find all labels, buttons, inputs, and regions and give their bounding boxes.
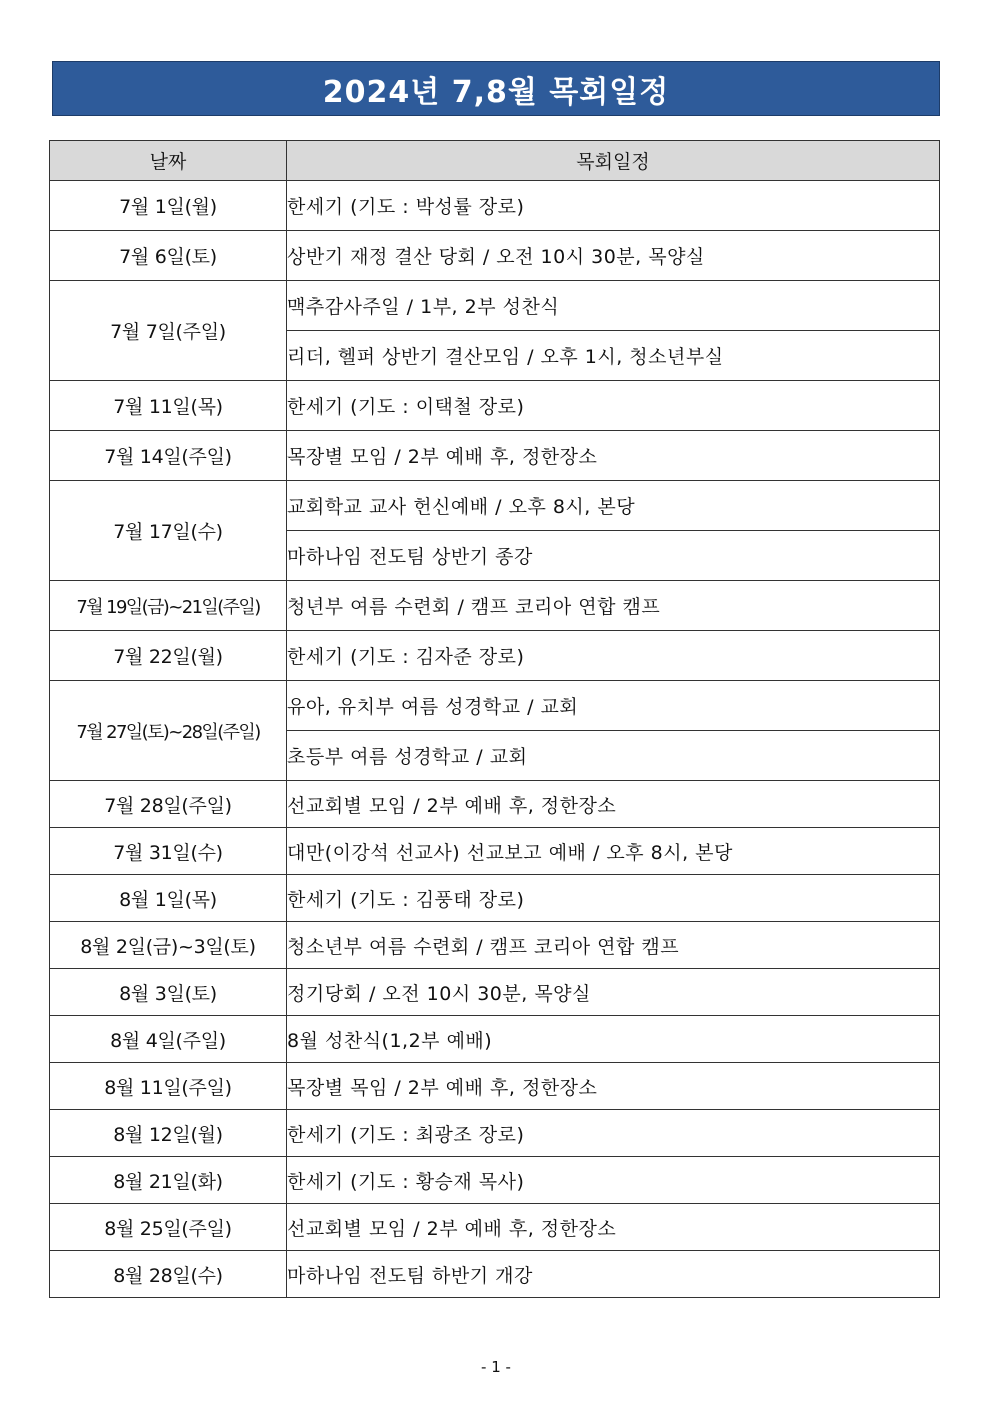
event-cell: 상반기 재정 결산 당회 / 오전 10시 30분, 목양실 [287, 231, 940, 281]
event-cell: 한세기 (기도 : 황승재 목사) [287, 1157, 940, 1204]
date-cell: 7월 27일(토)~28일(주일) [50, 681, 287, 781]
date-cell: 7월 6일(토) [50, 231, 287, 281]
date-cell: 8월 11일(주일) [50, 1063, 287, 1110]
table-row [50, 875, 940, 922]
date-column-header: 날짜 [50, 141, 287, 181]
event-cell: 목장별 목임 / 2부 예배 후, 정한장소 [287, 1063, 940, 1110]
table-row [50, 181, 940, 231]
title-banner [52, 61, 940, 116]
table-row [50, 431, 940, 481]
date-cell: 7월 14일(주일) [50, 431, 287, 481]
date-cell: 8월 3일(토) [50, 969, 287, 1016]
date-cell: 8월 12일(월) [50, 1110, 287, 1157]
event-cell: 마하나임 전도팀 하반기 개강 [287, 1251, 940, 1298]
date-cell: 7월 28일(주일) [50, 781, 287, 828]
table-header-row [50, 141, 940, 181]
schedule-table [49, 140, 940, 1298]
date-cell: 7월 19일(금)~21일(주일) [50, 581, 287, 631]
table-row [50, 969, 940, 1016]
table-row [50, 1110, 940, 1157]
table-row [50, 631, 940, 681]
date-cell: 7월 1일(월) [50, 181, 287, 231]
table-row [50, 581, 940, 631]
event-cell: 한세기 (기도 : 김풍태 장로) [287, 875, 940, 922]
date-cell: 8월 21일(화) [50, 1157, 287, 1204]
table-row [50, 1157, 940, 1204]
event-cell: 정기당회 / 오전 10시 30분, 목양실 [287, 969, 940, 1016]
date-cell: 8월 1일(목) [50, 875, 287, 922]
event-cell: 한세기 (기도 : 박성률 장로) [287, 181, 940, 231]
date-cell: 7월 11일(목) [50, 381, 287, 431]
event-cell: 한세기 (기도 : 최광조 장로) [287, 1110, 940, 1157]
date-cell: 8월 28일(수) [50, 1251, 287, 1298]
date-cell: 8월 4일(주일) [50, 1016, 287, 1063]
page-number: - 1 - [481, 1358, 511, 1376]
event-cell: 목장별 모임 / 2부 예배 후, 정한장소 [287, 431, 940, 481]
event-cell: 교회학교 교사 헌신예배 / 오후 8시, 본당 [287, 481, 940, 531]
event-column-header: 목회일정 [287, 141, 940, 181]
page-title: 2024년 7,8월 목회일정 [322, 74, 670, 110]
table-row [50, 1251, 940, 1298]
table-row [50, 1063, 940, 1110]
event-cell: 리더, 헬퍼 상반기 결산모임 / 오후 1시, 청소년부실 [287, 331, 940, 381]
event-cell: 선교회별 모임 / 2부 예배 후, 정한장소 [287, 1204, 940, 1251]
event-cell: 대만(이강석 선교사) 선교보고 예배 / 오후 8시, 본당 [287, 828, 940, 875]
event-cell: 유아, 유치부 여름 성경학교 / 교회 [287, 681, 940, 731]
event-cell: 마하나임 전도팀 상반기 종강 [287, 531, 940, 581]
date-cell: 7월 31일(수) [50, 828, 287, 875]
event-cell: 8월 성찬식(1,2부 예배) [287, 1016, 940, 1063]
table-row [50, 481, 940, 531]
event-cell: 선교회별 모임 / 2부 예배 후, 정한장소 [287, 781, 940, 828]
table-row [50, 1204, 940, 1251]
date-cell: 7월 22일(월) [50, 631, 287, 681]
table-row [50, 922, 940, 969]
table-row [50, 828, 940, 875]
table-row [50, 681, 940, 731]
date-cell: 8월 25일(주일) [50, 1204, 287, 1251]
event-cell: 맥추감사주일 / 1부, 2부 성찬식 [287, 281, 940, 331]
event-cell: 한세기 (기도 : 이택철 장로) [287, 381, 940, 431]
date-cell: 7월 17일(수) [50, 481, 287, 581]
table-row [50, 1016, 940, 1063]
event-cell: 초등부 여름 성경학교 / 교회 [287, 731, 940, 781]
date-cell: 7월 7일(주일) [50, 281, 287, 381]
table-row [50, 781, 940, 828]
table-row [50, 381, 940, 431]
table-row [50, 281, 940, 331]
event-cell: 청년부 여름 수련회 / 캠프 코리아 연합 캠프 [287, 581, 940, 631]
event-cell: 한세기 (기도 : 김자준 장로) [287, 631, 940, 681]
event-cell: 청소년부 여름 수련회 / 캠프 코리아 연합 캠프 [287, 922, 940, 969]
date-cell: 8월 2일(금)~3일(토) [50, 922, 287, 969]
table-row [50, 231, 940, 281]
